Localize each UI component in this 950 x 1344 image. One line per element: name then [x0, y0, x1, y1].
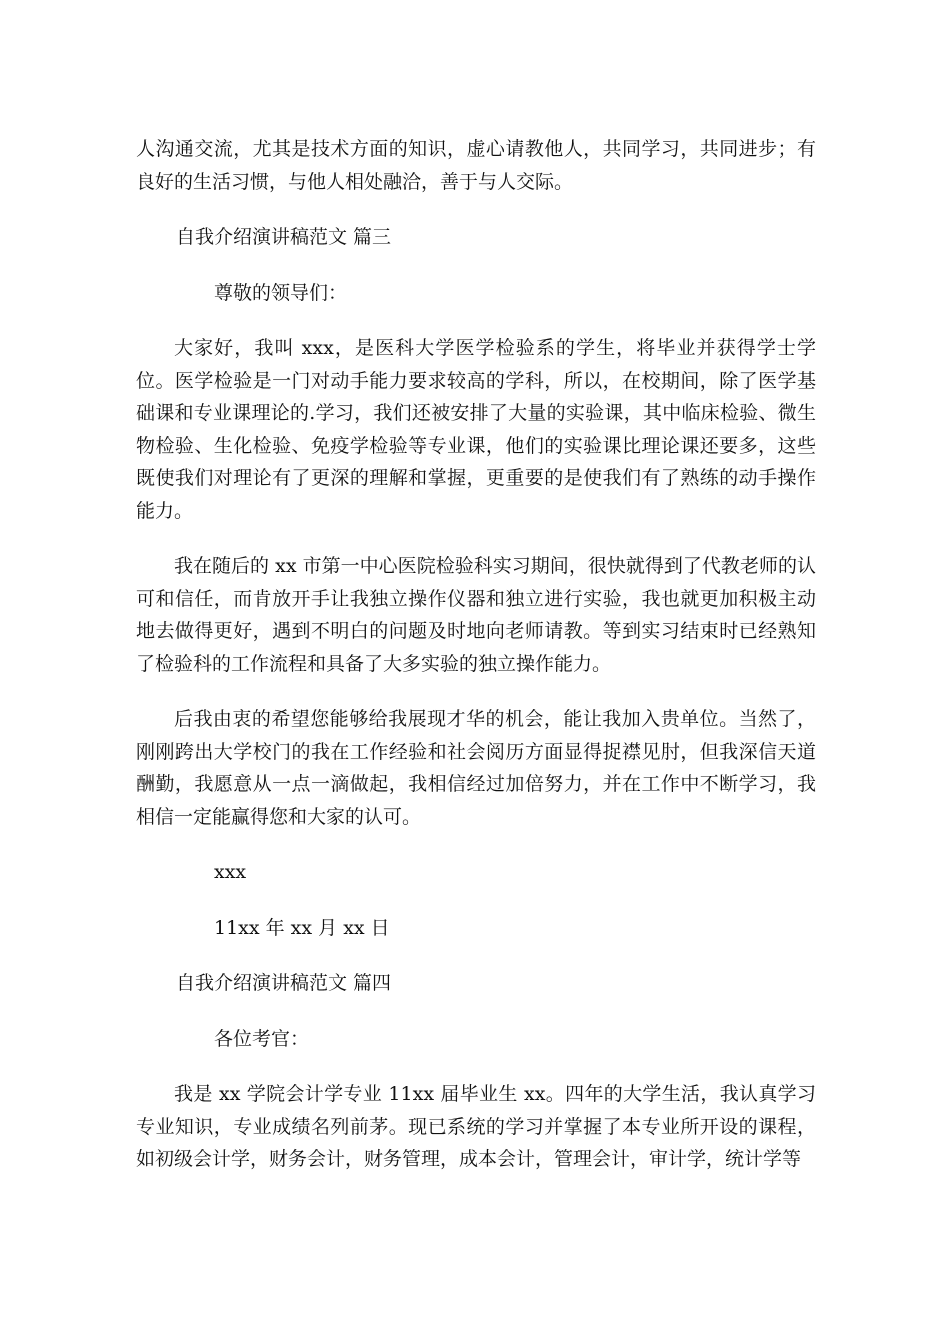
- section-heading-4: 自我介绍演讲稿范文 篇四: [176, 972, 392, 994]
- signature: xxx: [214, 861, 247, 883]
- date-line: 11xx 年 xx 月 xx 日: [214, 916, 390, 939]
- salutation-4: 各位考官：: [214, 1027, 310, 1050]
- paragraph-accounting: 我是 xx 学院会计学专业 11xx 届毕业生 xx。四年的大学生活，我认真学习专业知识，专业成绩名列前茅。现已系统的学习并掌握了本专业所开设的课程，如初级会计学，财务会计，财务管理，成本会计，管理会计，审计学，统计学等: [136, 1083, 816, 1170]
- document-body: [136, 133, 816, 1199]
- salutation-3: 尊敬的领导们：: [214, 281, 348, 304]
- paragraph-continuation: 人沟通交流，尤其是技术方面的知识，虚心请教他人，共同学习，共同进步；有良好的生活习惯，与他人相处融洽，善于与人交际。: [136, 138, 816, 193]
- paragraph-internship: 我在随后的 xx 市第一中心医院检验科实习期间，很快就得到了代教老师的认可和信任，而肯放开手让我独立操作仪器和独立进行实验，我也就更加积极主动地去做得更好，遇到不明白的问题及时地向老师请教。等到实习结束时已经熟知了检验科的工作流程和具备了大多实验的独立操作能力。: [136, 555, 816, 675]
- paragraph-intro: 大家好，我叫 xxx，是医科大学医学检验系的学生，将毕业并获得学士学位。医学检验是一门对动手能力要求较高的学科，所以，在校期间，除了医学基础课和专业课理论的.学习，我们还被安排了大量的实验课，其中临床检验、微生物检验、生化检验、免疫学检验等专业课，他们的实验课比理论课还要多，这些既使我们对理论有了更深的理解和掌握，更重要的是使我们有了熟练的动手操作能力。: [136, 337, 816, 522]
- section-heading-3: 自我介绍演讲稿范文 篇三: [176, 226, 392, 248]
- paragraph-closing: 后我由衷的希望您能够给我展现才华的机会，能让我加入贵单位。当然了，刚刚跨出大学校门的我在工作经验和社会阅历方面显得捉襟见肘，但我深信天道酬勤，我愿意从一点一滴做起，我相信经过加倍努力，并在工作中不断学习，我相信一定能赢得您和大家的认可。: [136, 708, 816, 828]
